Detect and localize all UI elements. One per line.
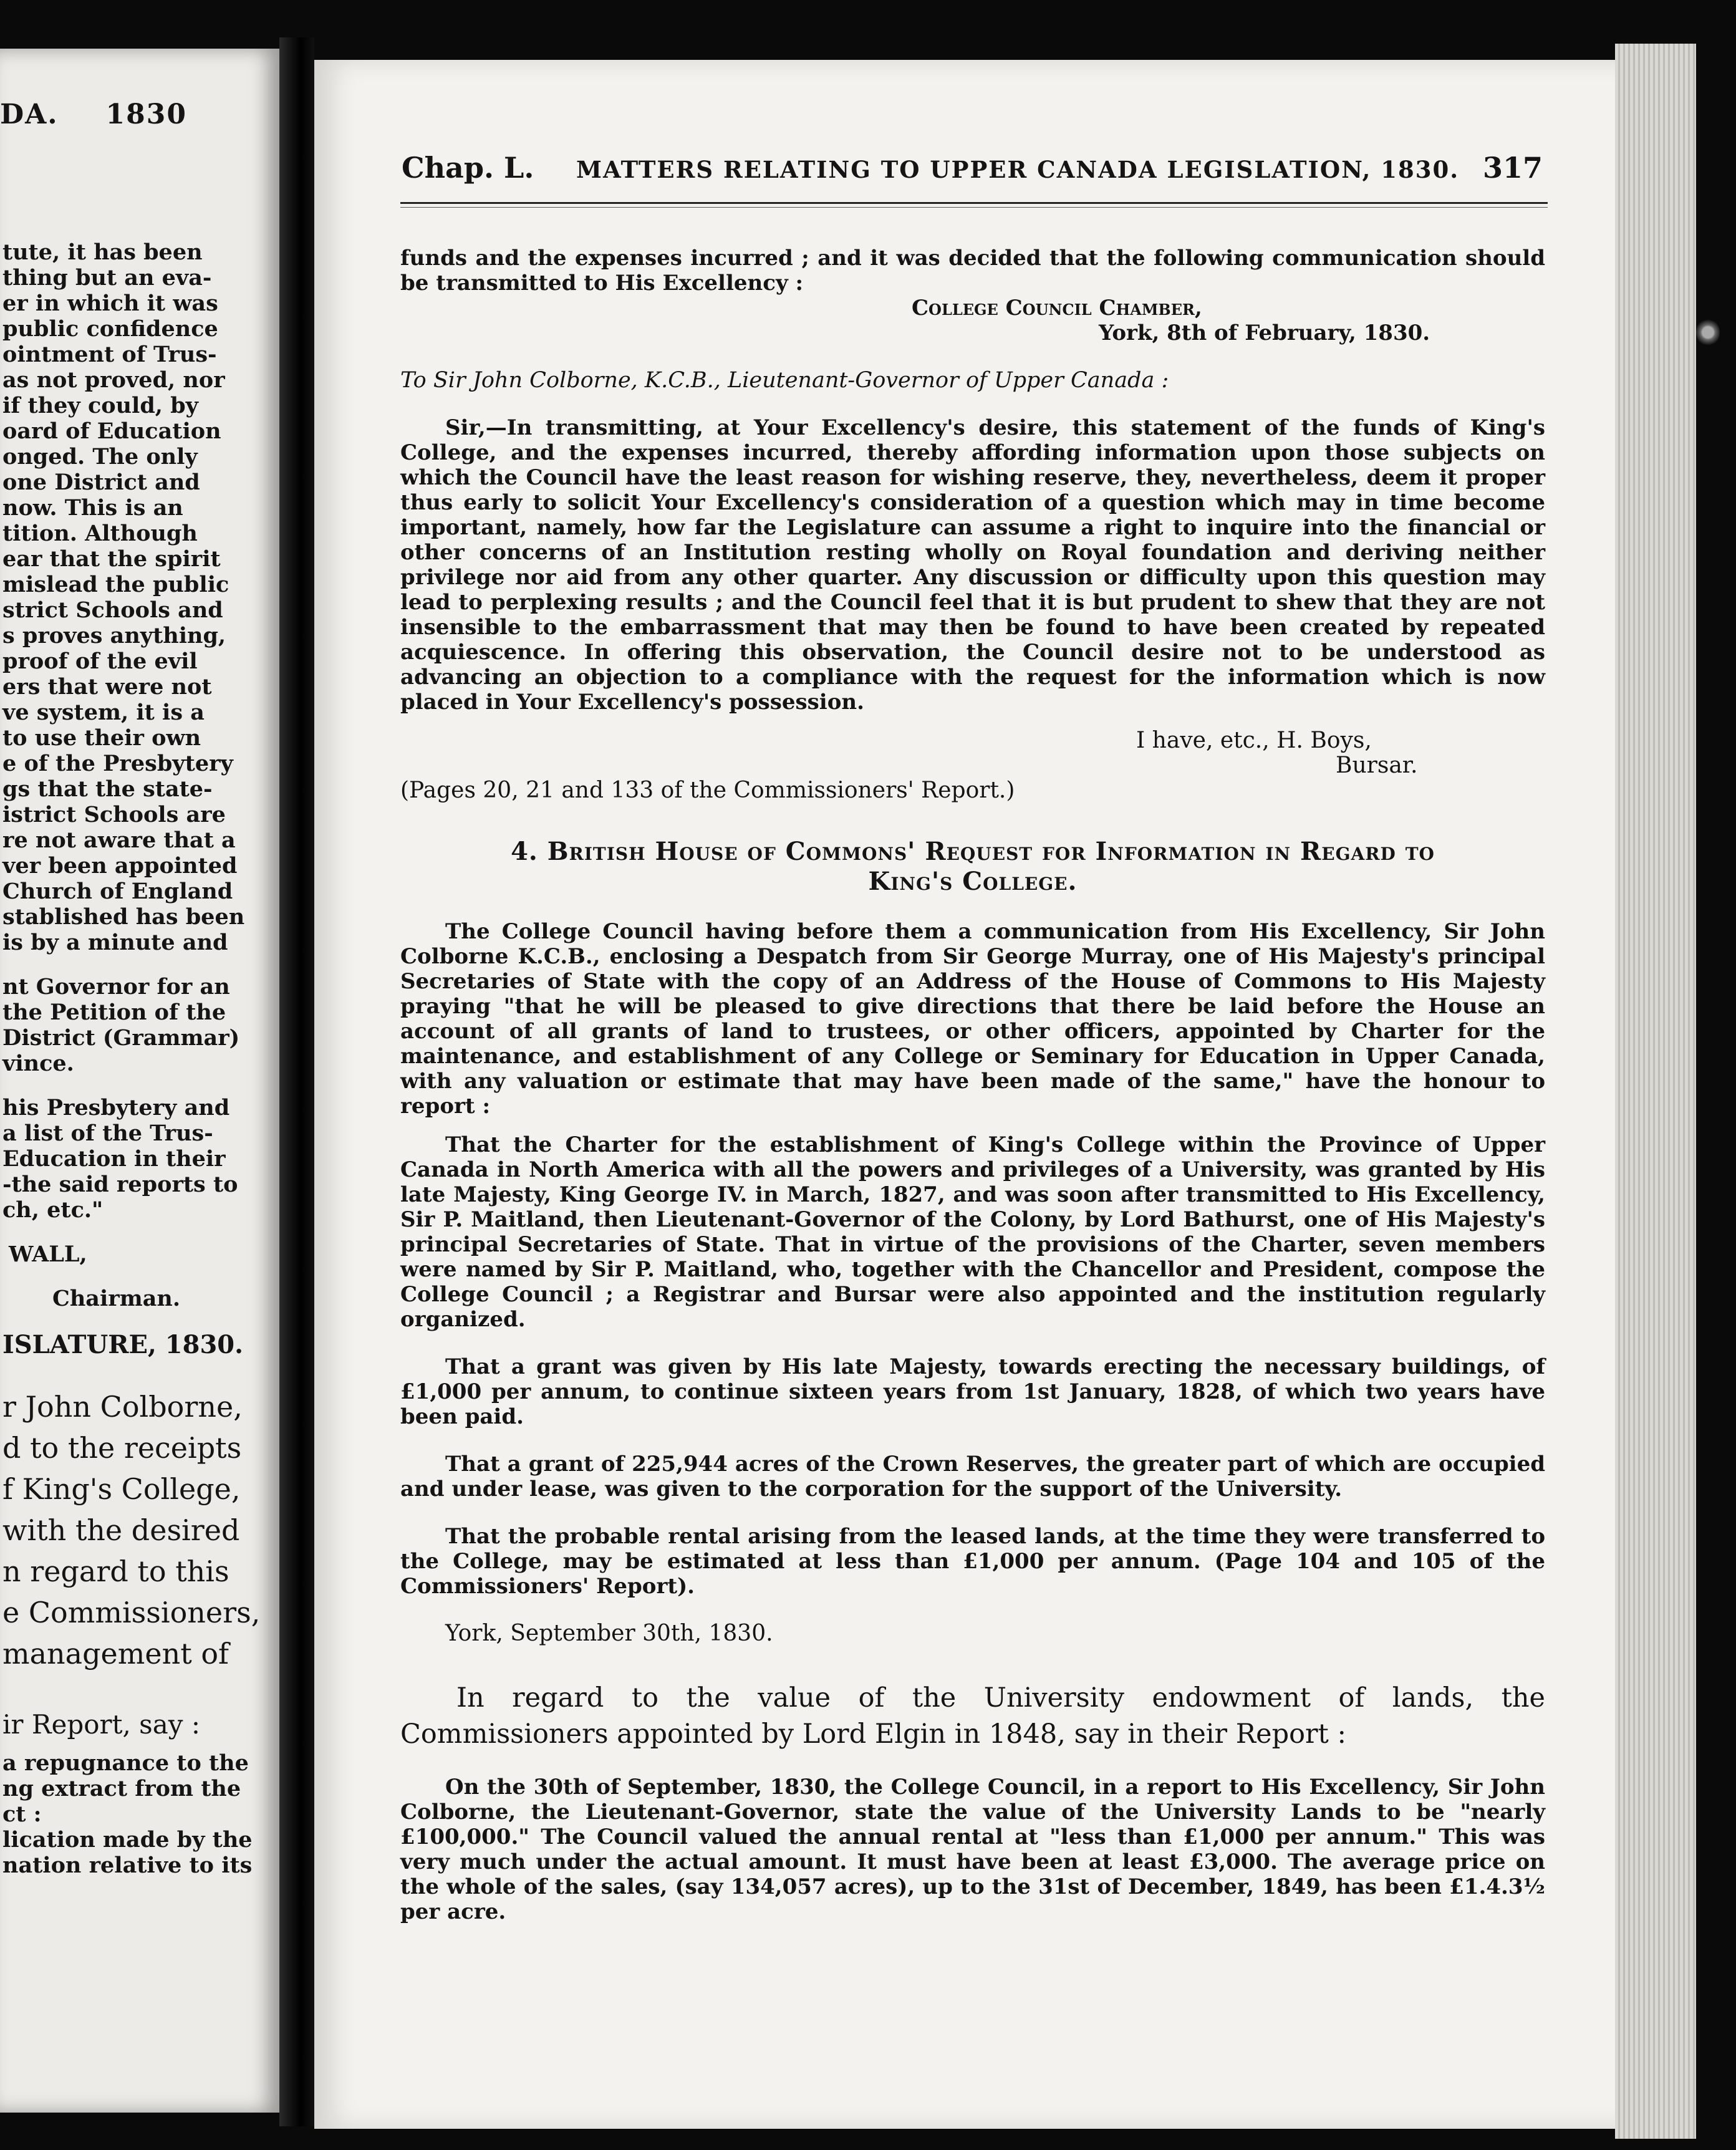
left-page-line: e Commissioners, [2,1596,261,1629]
section-paragraph-1: The College Council having before them a communication from His Excellency, Sir John Colborne K.C.B., enclosing a Despatch from Sir George Murray, one of His Majesty's principal Secretaries of State with the copy of an Address of the House of Commons to His Majesty praying "that he will be pleased to give directions that there be laid before the House an account of all grants of land to trustees, or other officers, appointed by Charter for the maintenance, and establishment of any College or Seminary for Education in Upper Canada, with any valuation or estimate that may have been made of the same," have the honour to report : [400,919,1545,1119]
left-page-line: nt Governor for an [2,974,230,1000]
left-page-line: thing but an eva- [2,265,212,291]
left-page-line: er in which it was [2,291,218,316]
left-page-line: r John Colborne, [2,1390,243,1424]
left-page-line: public confidence [2,316,218,342]
left-report-say: ir Report, say : [2,1709,200,1740]
section-paragraph-2: That the Charter for the establishment of King's College within the Province of Upper Canada in North America with all the powers and privileges of a University, was granted by His late Majesty, King George IV. in March, 1827, and was soon after transmitted to His Excellency, Sir P. Maitland, then Lieutenant-Governor of the Colony, by Lord Bathurst, one of His Majesty's principal Secretaries of State. That in virtue of the provisions of the Charter, seven members were named by Sir P. Maitland, who, together with the Chancellor and President, compose the College Council ; a Registrar and Bursar were also appointed and the institution regularly organized. [400,1132,1545,1332]
page-number: 317 [1482,151,1543,185]
left-page-line: management of [2,1637,229,1670]
left-page-line: n regard to this [2,1555,229,1588]
header-rule [400,202,1548,204]
closing-paragraph: In regard to the value of the University endowment of lands, the Commissioners appointed by Lord Elgin in 1848, say in their Report : [400,1682,1545,1750]
left-page-line: is by a minute and [2,930,228,955]
left-page-line: lication made by the [2,1827,253,1853]
left-page-line: ve system, it is a [2,700,205,725]
page-body [400,246,1545,1924]
section-paragraph-3: That a grant was given by His late Majesty, towards erecting the necessary buildings, of £1,000 per annum, to continue sixteen years from 1st January, 1828, of which two years have been paid. [400,1354,1545,1429]
left-page-line: a repugnance to the [2,1750,249,1776]
left-page-line: one District and [2,470,200,495]
left-page-line: ear that the spirit [2,546,221,572]
left-page-line: onged. The only [2,444,198,470]
chapter-label: Chap. L. [402,151,534,185]
left-page-line: ers that were not [2,674,212,700]
section-paragraph-5: That the probable rental arising from the leased lands, at the time they were transferred to the College, may be estimated at less than £1,000 per annum. (Page 104 and 105 of the Commissioners' Report). [400,1524,1545,1599]
intro-paragraph: funds and the expenses incurred ; and it was decided that the following communication should be transmitted to His Excellency : [400,246,1545,296]
left-page-line: ct : [2,1801,42,1827]
left-header-running-title: DA. [0,99,59,130]
left-lines-2 [2,974,240,1076]
left-page-line: strict Schools and [2,597,223,623]
page-header [402,151,1543,188]
section-title-line2: King's College. [868,867,1078,896]
section-dateline: York, September 30th, 1830. [445,1621,773,1646]
letter-signoff: I have, etc., H. Boys, [1136,728,1372,753]
left-page-line: Church of England [2,879,233,904]
letter-source: (Pages 20, 21 and 133 of the Commissioners' Report.) [400,778,1015,803]
left-lines-4 [2,1750,253,1878]
left-page-line: tition. Although [2,521,198,546]
left-page-line: nation relative to its [2,1853,253,1878]
left-page-line: a list of the Trus- [2,1121,213,1146]
left-page-line: s proves anything, [2,623,226,648]
left-big-lines [2,1390,261,1678]
left-page-line: stablished has been [2,904,245,930]
left-page-line: f King's College, [2,1472,241,1506]
left-lines-3 [2,1095,238,1223]
book-gutter [279,37,314,2126]
left-page-line: to use their own [2,725,201,751]
left-page-line: vince. [2,1051,74,1076]
left-page-line: the Petition of the [2,1000,226,1025]
left-page-line: d to the receipts [2,1431,242,1465]
letter-body: Sir,—In transmitting, at Your Excellency's desire, this statement of the funds of King's College, and the expenses incurred, thereby affording information upon those subjects on which the Council have the least reason for wishing reserve, they, nevertheless, deem it proper thus early to solicit Your Excellency's consideration of a question which may in time become important, namely, how far the Legislature can assume a right to inquire into the financial or other concerns of an Institution resting wholly on Royal foundation and deriving neither privilege nor aid from any other quarter. Any discussion or difficulty upon this question may lead to perplexing results ; and the Council feel that it is but prudent to shew that they are not insensible to the embarrassment that may then be found to have been created by repeated acquiescence. In offering this observation, the Council desire not to be understood as advancing an objection to a compliance with the request for the information which is now placed in Your Excellency's possession. [400,415,1545,715]
left-page-line: e of the Presbytery [2,751,233,776]
book-page-edges [1615,44,1696,2139]
left-page-line: tute, it has been [2,239,203,265]
left-page-line: mislead the public [2,572,229,597]
running-title: MATTERS RELATING TO UPPER CANADA LEGISLATION, 1830. [576,156,1460,183]
left-chairman: Chairman. [52,1286,181,1311]
left-page-line: gs that the state- [2,776,213,802]
left-page-line: re not aware that a [2,827,236,853]
left-page-line: ointment of Trus- [2,342,217,367]
left-page-line: -the said reports to [2,1172,238,1197]
left-header-year: 1830 [105,99,187,130]
left-page-line: with the desired [2,1513,240,1547]
letter-place: College Council Chamber, [912,296,1202,321]
section-title-line1: 4. British House of Commons' Request for Information in Regard to [511,837,1435,866]
left-page-line: if they could, by [2,393,198,418]
left-page-line: oard of Education [2,418,221,444]
left-page-line: istrict Schools are [2,802,226,827]
letter-role: Bursar. [1336,753,1418,778]
left-page-body [2,239,261,1878]
closing-quote: On the 30th of September, 1830, the College Council, in a report to His Excellency, Sir John Colborne, the Lieutenant-Governor, state the value of the University Lands to be "nearly £100,000." The Council valued the annual rental at "less than £1,000 per annum." This was very much under the actual amount. It must have been at least £3,000. The average price on the whole of the sales, (say 134,057 acres), up to the 31st of December, 1849, has been £1.4.3½ per acre. [400,1775,1545,1924]
header-rule-thin [400,207,1548,208]
left-page-line: now. This is an [2,495,183,521]
section-paragraph-4: That a grant of 225,944 acres of the Crown Reserves, the greater part of which are occupied and under lease, was given to the corporation for the support of the University. [400,1452,1545,1502]
left-page-line: his Presbytery and [2,1095,230,1121]
scan-speck [1696,318,1720,347]
letter-addressee: To Sir John Colborne, K.C.B., Lieutenant-Governor of Upper Canada : [400,368,1169,393]
left-lines-1 [2,239,245,955]
left-section-heading: ISLATURE, 1830. [2,1330,244,1359]
left-page-line: proof of the evil [2,648,198,674]
left-page-fragment [0,49,279,2113]
left-signature: WALL, [9,1241,87,1267]
right-page [314,60,1649,2129]
left-page-line: ch, etc." [2,1197,104,1223]
left-page-line: District (Grammar) [2,1025,240,1051]
left-page-line: Education in their [2,1146,226,1172]
left-page-line: ng extract from the [2,1776,241,1801]
left-page-line: ver been appointed [2,853,238,879]
left-page-line: as not proved, nor [2,367,225,393]
letter-date: York, 8th of February, 1830. [1099,321,1430,345]
